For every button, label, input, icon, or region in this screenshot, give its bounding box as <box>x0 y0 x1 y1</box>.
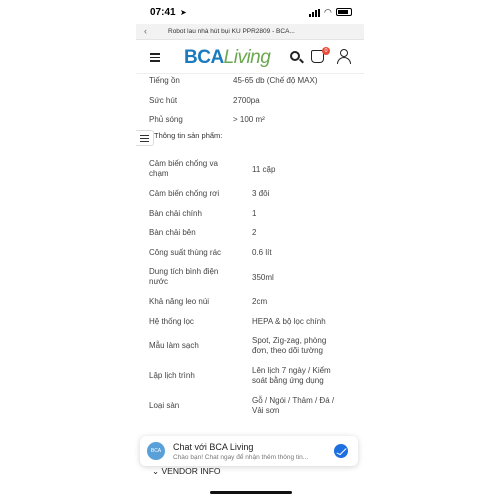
filter-sliders-icon[interactable] <box>136 130 154 146</box>
status-bar <box>136 0 364 24</box>
cart-count-badge: 0 <box>322 47 330 55</box>
battery-icon <box>336 8 352 16</box>
location-arrow-icon: ➤ <box>180 8 187 17</box>
spec-value: 11 cặp <box>252 165 276 174</box>
vendor-info-toggle[interactable] <box>152 466 221 477</box>
spec-key: Cảm biến chống va chạm <box>149 159 218 178</box>
spec-value: 3 đôi <box>252 189 270 198</box>
hamburger-menu-icon[interactable] <box>150 53 160 62</box>
spec-value: Gỗ / Ngói / Thảm / Đá / Vải sơn <box>252 396 335 415</box>
cellular-signal-icon <box>309 9 323 17</box>
vendor-info-label: VENDOR INFO <box>161 466 221 476</box>
chat-widget[interactable] <box>140 436 358 466</box>
spec-value: HEPA & bộ lọc chính <box>252 317 326 326</box>
search-icon[interactable] <box>290 51 300 61</box>
chat-title: Chat với BCA Living <box>173 442 254 452</box>
spec-key: Tiếng ồn <box>149 76 180 85</box>
home-indicator <box>210 491 292 494</box>
browser-title-bar <box>136 24 364 40</box>
spec-key: Dung tích bình điện nước <box>149 267 219 286</box>
spec-key: Sức hút <box>149 96 178 105</box>
spec-value: 0.6 lít <box>252 248 272 257</box>
logo-text-living: Living <box>223 47 271 68</box>
spec-key: Bàn chải chính <box>149 209 202 218</box>
spec-key: Cảm biến chống rơi <box>149 189 220 198</box>
section-title: Thông tin sản phẩm: <box>154 131 223 140</box>
spec-key: Hệ thống lọc <box>149 317 194 326</box>
spec-key: Mẫu làm sạch <box>149 341 199 350</box>
site-logo[interactable] <box>184 47 270 69</box>
spec-value: 2cm <box>252 297 268 306</box>
spec-value: Spot, Zig-zag, phòng đơn, theo dõi tường <box>252 336 327 355</box>
spec-value: 2700pa <box>233 96 260 105</box>
site-header <box>136 40 364 74</box>
logo-text-bca: BCA <box>184 47 224 68</box>
spec-value: > 100 m² <box>233 115 265 124</box>
spec-key: Bàn chải bên <box>149 228 196 237</box>
spec-value: 1 <box>252 209 257 218</box>
spec-value: 45-65 db (Chế độ MAX) <box>233 76 318 85</box>
chat-avatar: BCA <box>147 442 165 460</box>
user-account-icon[interactable] <box>337 49 351 65</box>
spec-value: 350ml <box>252 273 274 282</box>
spec-key: Phủ sóng <box>149 115 183 124</box>
spec-key: Lập lịch trình <box>149 371 195 380</box>
spec-key: Loại sàn <box>149 401 180 410</box>
messenger-icon[interactable] <box>334 444 348 458</box>
chevron-down-icon: ⌄ <box>152 466 160 476</box>
wifi-icon: ◠ <box>324 7 332 17</box>
spec-value: Lên lịch 7 ngày / Kiểm soát bằng ứng dụng <box>252 366 331 385</box>
page-title: Robot lau nhà hút bụi KU PPR2809 - BCA... <box>168 28 295 35</box>
back-button[interactable]: ‹ <box>144 26 147 36</box>
clock: 07:41 <box>150 7 176 18</box>
spec-key: Khả năng leo núi <box>149 297 210 306</box>
spec-key: Công suất thùng rác <box>149 248 222 257</box>
spec-value: 2 <box>252 228 257 237</box>
chat-subtitle: Chào bạn! Chat ngay để nhận thêm thông tin... <box>173 454 309 461</box>
